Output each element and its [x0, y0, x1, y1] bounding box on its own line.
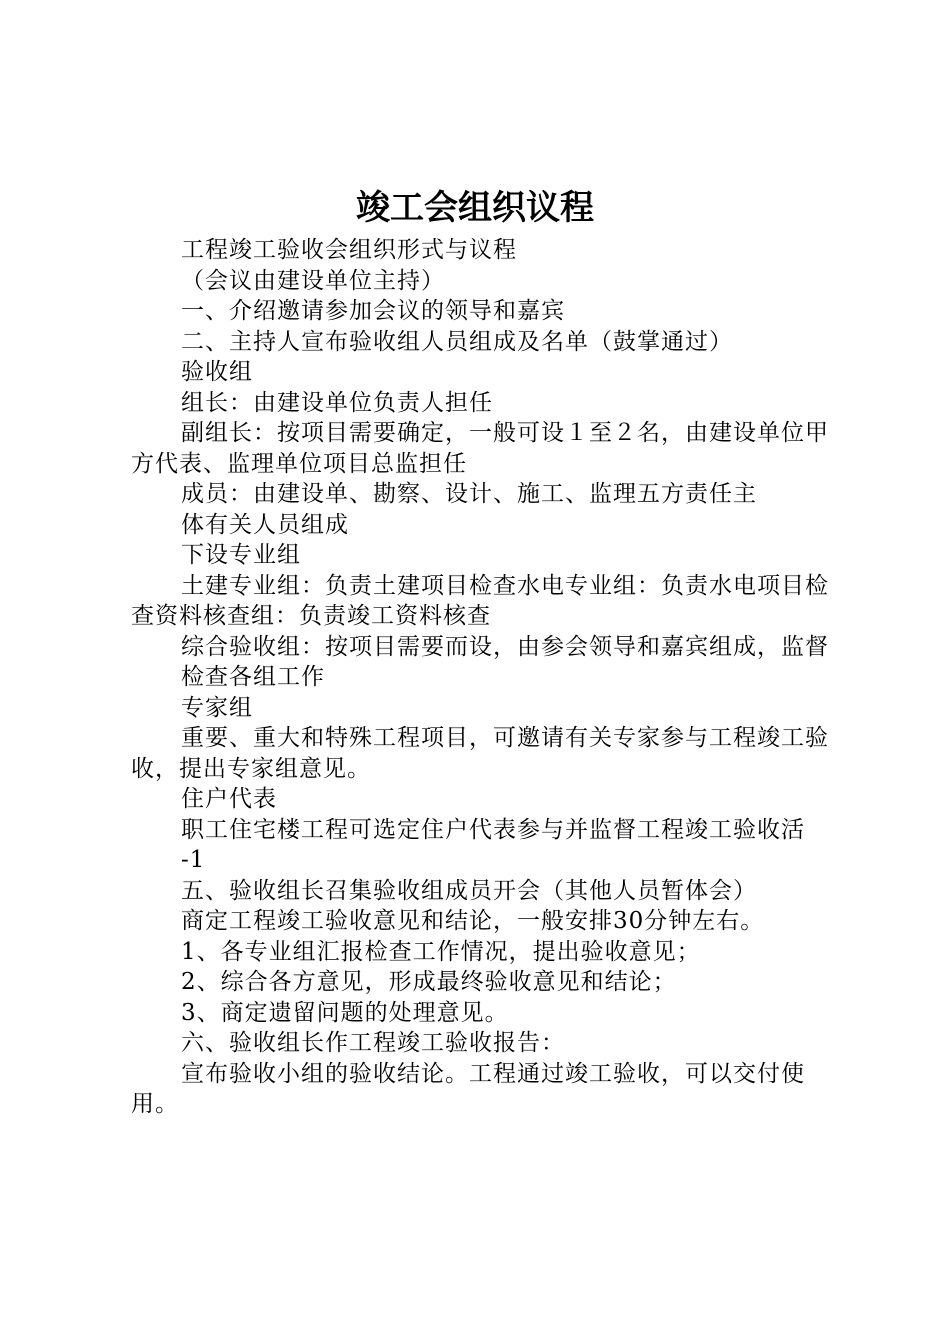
- paragraph: 成员：由建设单、勘察、设计、施工、监理五方责任主: [181, 481, 757, 507]
- paragraph: 一、介绍邀请参加会议的领导和嘉宾: [181, 298, 565, 324]
- paragraph: 五、验收组长召集验收组成员开会（其他人员暂体会）: [181, 877, 757, 904]
- paragraph: 宣布验收小组的验收结论。工程通过竣工验收，可以交付使用。: [131, 1060, 805, 1117]
- paragraph: 土建专业组：负责土建项目检查水电专业组：负责水电项目检查资料核查组：负责竣工资料核查: [131, 572, 829, 629]
- paragraph: 组长：由建设单位负责人担任: [181, 389, 493, 416]
- document-title: 竣工会组织议程: [356, 188, 594, 228]
- paragraph: 2、综合各方意见，形成最终验收意见和结论；: [181, 969, 677, 995]
- paragraph: 综合验收组：按项目需要而设，由参会领导和嘉宾组成，监督: [181, 633, 829, 660]
- paragraph: 下设专业组: [181, 542, 301, 568]
- paragraph: 重要、重大和特殊工程项目，可邀请有关专家参与工程竣工验收，提出专家组意见。: [131, 725, 829, 782]
- paragraph: 住户代表: [181, 786, 277, 812]
- paragraph: 专家组: [181, 694, 253, 721]
- paragraph: 二、主持人宣布验收组人员组成及名单（鼓掌通过）: [181, 328, 733, 355]
- paragraph: 商定工程竣工验收意见和结论，一般安排30分钟左右。: [181, 908, 765, 934]
- paragraph: 验收组: [181, 359, 253, 385]
- page-marker: -1: [181, 847, 206, 873]
- document-body: [131, 235, 831, 1120]
- paragraph: 1、各专业组汇报检查工作情况，提出验收意见；: [181, 938, 701, 965]
- paragraph: 检查各组工作: [181, 664, 325, 690]
- paragraph: 职工住宅楼工程可选定住户代表参与并监督工程竣工验收活: [181, 816, 805, 843]
- paragraph: 3、商定遗留问题的处理意见。: [181, 999, 509, 1026]
- paragraph: （会议由建设单位主持）: [181, 267, 445, 294]
- paragraph: 体有关人员组成: [181, 511, 349, 538]
- paragraph: 副组长：按项目需要确定，一般可设１至２名，由建设单位甲方代表、监理单位项目总监担任: [131, 420, 829, 477]
- paragraph: 工程竣工验收会组织形式与议程: [181, 237, 517, 263]
- paragraph: 六、验收组长作工程竣工验收报告：: [181, 1030, 565, 1056]
